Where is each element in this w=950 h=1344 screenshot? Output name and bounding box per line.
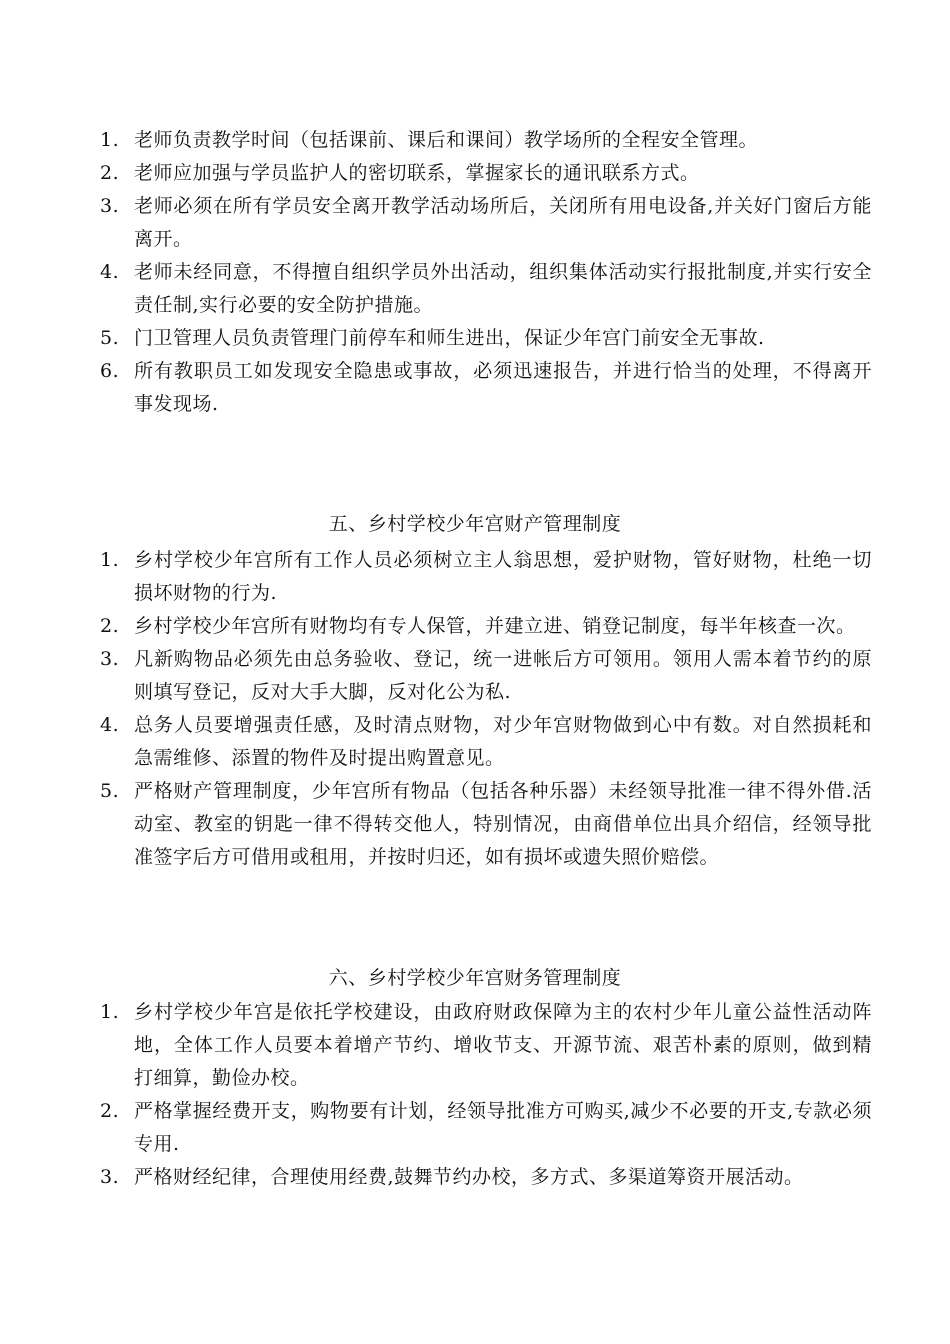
list-item <box>96 544 872 610</box>
item-number: 5. <box>100 780 120 802</box>
item-number: 6. <box>100 360 120 382</box>
item-text: 凡新购物品必须先由总务验收、登记，统一进帐后方可领用。领用人需本着节约的原则填写登记，反对大手大脚，反对化公为私. <box>134 648 872 703</box>
item-number: 4. <box>100 714 120 736</box>
item-number: 3. <box>100 195 120 217</box>
item-text: 乡村学校少年宫所有财物均有专人保管，并建立进、销登记制度，每半年核查一次。 <box>134 615 856 637</box>
item-text: 所有教职员工如发现安全隐患或事故，必须迅速报告，并进行恰当的处理，不得离开事发现场. <box>134 360 872 415</box>
list-item <box>96 1161 872 1194</box>
list-item <box>96 709 872 775</box>
list-item <box>96 124 872 157</box>
item-number: 5. <box>100 327 120 349</box>
finance-rules-list <box>96 996 872 1194</box>
item-number: 1. <box>100 1001 120 1023</box>
list-item <box>96 775 872 874</box>
section-heading-property: 五、乡村学校少年宫财产管理制度 <box>328 513 622 535</box>
item-number: 3. <box>100 1166 120 1188</box>
item-text: 老师应加强与学员监护人的密切联系，掌握家长的通讯联系方式。 <box>134 162 700 184</box>
list-item <box>96 190 872 256</box>
item-text: 老师未经同意，不得擅自组织学员外出活动，组织集体活动实行报批制度,并实行安全责任制,实行必要的安全防护措施。 <box>134 261 872 316</box>
item-text: 严格财产管理制度，少年宫所有物品（包括各种乐器）未经领导批准一律不得外借.活动室、教室的钥匙一律不得转交他人，特别情况，由商借单位出具介绍信，经领导批准签字后方可借用或租用，并按时归还，如有损坏或遗失照价赔偿。 <box>134 780 872 868</box>
item-text: 老师负责教学时间（包括课前、课后和课间）教学场所的全程安全管理。 <box>134 129 759 151</box>
item-number: 3. <box>100 648 120 670</box>
item-number: 2. <box>100 162 120 184</box>
item-number: 4. <box>100 261 120 283</box>
list-item <box>96 610 872 643</box>
item-number: 2. <box>100 615 120 637</box>
item-text: 总务人员要增强责任感，及时清点财物，对少年宫财物做到心中有数。对自然损耗和急需维修、添置的物件及时提出购置意见。 <box>134 714 872 769</box>
item-text: 乡村学校少年宫所有工作人员必须树立主人翁思想，爱护财物，管好财物，杜绝一切损坏财物的行为. <box>134 549 872 604</box>
section-heading-finance: 六、乡村学校少年宫财务管理制度 <box>328 967 622 989</box>
list-item <box>96 256 872 322</box>
list-item <box>96 996 872 1095</box>
item-text: 乡村学校少年宫是依托学校建设，由政府财政保障为主的农村少年儿童公益性活动阵地，全体工作人员要本着增产节约、增收节支、开源节流、艰苦朴素的原则，做到精打细算，勤俭办校。 <box>134 1001 872 1089</box>
item-text: 严格掌握经费开支，购物要有计划，经领导批准方可购买,减少不必要的开支,专款必须专用. <box>134 1100 872 1155</box>
item-number: 1. <box>100 129 120 151</box>
safety-rules-list <box>96 124 872 421</box>
item-number: 2. <box>100 1100 120 1122</box>
list-item <box>96 1095 872 1161</box>
list-item <box>96 643 872 709</box>
list-item <box>96 322 872 355</box>
item-number: 1. <box>100 549 120 571</box>
list-item <box>96 355 872 421</box>
item-text: 门卫管理人员负责管理门前停车和师生进出，保证少年宫门前安全无事故. <box>134 327 765 349</box>
property-rules-list <box>96 544 872 874</box>
item-text: 老师必须在所有学员安全离开教学活动场所后，关闭所有用电设备,并关好门窗后方能离开。 <box>134 195 872 250</box>
item-text: 严格财经纪律，合理使用经费,鼓舞节约办校，多方式、多渠道筹资开展活动。 <box>134 1166 804 1188</box>
list-item <box>96 157 872 190</box>
